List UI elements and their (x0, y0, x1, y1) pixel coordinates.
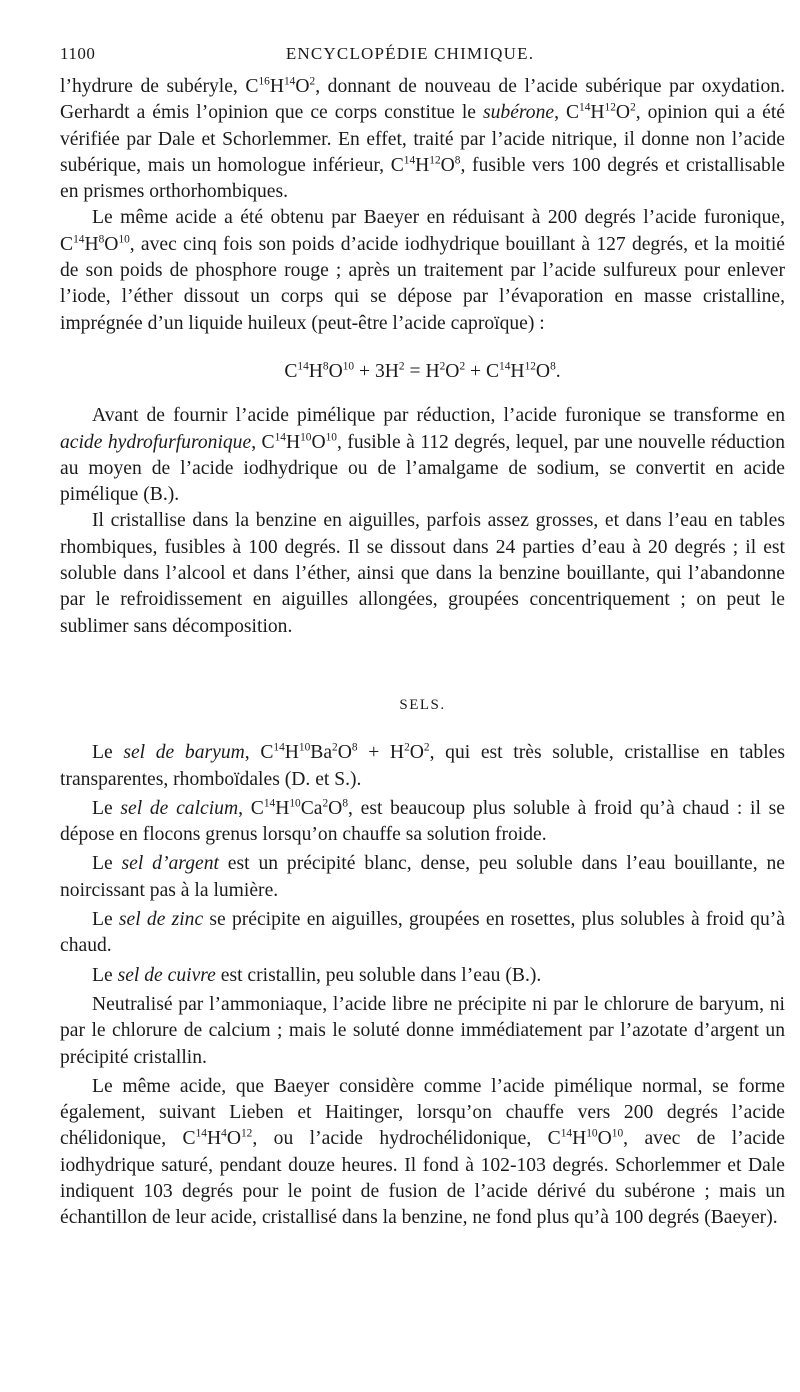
paragraph-sel-zinc: Le sel de zinc se précipite en aiguilles, groupées en rosettes, plus solubles à froid qu’à chaud. (60, 909, 785, 957)
page-body (60, 74, 785, 1232)
paragraph-sel-argent: Le sel d’argent est un précipité blanc, dense, peu soluble dans l’eau bouillante, ne noircissant pas à la lumière. (60, 853, 785, 901)
running-title: ENCYCLOPÉDIE CHIMIQUE. (285, 44, 535, 63)
paragraph-sel-cuivre: Le sel de cuivre est cristallin, peu soluble dans l’eau (B.). (92, 964, 542, 986)
paragraph-3: Avant de fournir l’acide pimélique par réduction, l’acide furonique se transforme en acide hydrofurfuronique, $C^{14}H^{10}O^{10}$, fusible à 112 degrés, lequel, par une nouvelle réduction au moyen de l’acide iodhydrique ou de l’amalgame de sodium, se convertit en acide pimélique (B.). (60, 405, 785, 506)
page-number: 1100 (60, 44, 96, 63)
paragraph-sel-calcium: Le sel de calcium, $C^{14}H^{10}Ca^2O^8$, est beaucoup plus soluble à froid qu’à chaud : il se dépose en flocons grenus lorsqu’on chauffe sa solution froide. (60, 797, 785, 846)
paragraph-4: Il cristallise dans la benzine en aiguilles, parfois assez grosses, et dans l’eau en tables rhombiques, fusibles à 100 degrés. Il se dissout dans 24 parties d’eau à 20 degrés ; il est soluble dans l’alcool et dans l’éther, ainsi que dans la benzine bouillante, qui l’abandonne par le refroidissement en aiguilles allongées, groupées concentriquement ; on peut le sublimer sans décomposition. (60, 510, 785, 637)
paragraph-sel-baryum: Le sel de baryum, $C^{14}H^{10}Ba^2O^8 + H^2O^2$, qui est très soluble, cristallise en tables transparentes, rhomboïdales (D. et S.). (60, 741, 785, 790)
paragraph-2: Le même acide a été obtenu par Baeyer en réduisant à 200 degrés l’acide furonique, $C^{14}H^8O^{10}$, avec cinq fois son poids d’acide iodhydrique bouillant à 127 degrés, et la moitié de son poids de phosphore rouge ; après un traitement par l’acide sulfureux pour enlever l’iode, l’éther dissout un corps qui se dépose par l’évaporation en masse cristalline, imprégnée d’un liquide huileux (peut-être l’acide caproïque) : (60, 207, 785, 334)
page-header (60, 44, 760, 70)
paragraph-baeyer: Le même acide, que Baeyer considère comme l’acide pimélique normal, se forme également, suivant Lieben et Haitinger, lorsqu’on chauffe vers 200 degrés l’acide chélidonique, $C^{14}H^4O^{12}$, ou l’acide hydrochélidonique, $C^{14}H^{10}O^{10}$, avec de l’acide iodhydrique saturé, pendant douze heures. Il fond à 102-103 degrés. Schorlemmer et Dale indiquent 103 degrés pour le point de fusion de l’acide dérivé du subérone ; mais un échantillon de leur acide, cristallisé dans la benzine, ne fond plus qu’à 100 degrés (Baeyer). (60, 1075, 785, 1229)
paragraph-neutralise: Neutralisé par l’ammoniaque, l’acide libre ne précipite ni par le chlorure de baryum, ni par le chlorure de calcium ; mais le soluté donne immédiatement par l’azotate d’argent un précipité cristallin. (60, 993, 785, 1068)
paragraph-1: l’hydrure de subéryle, $C^{16}H^{14}O^2$, donnant de nouveau de l’acide subérique par oxydation. Gerhardt a émis l’opinion que ce corps constitue le subérone, $C^{14}H^{12}O^2$, opinion qui a été vérifiée par Dale et Schorlemmer. En effet, traité par l’acide nitrique, il donne non l’acide subérique, mais un homologue inférieur, $C^{14}H^{12}O^8$, fusible vers 100 degrés et cristallisable en prismes orthorhombiques. (60, 75, 785, 203)
chemical-equation: $C^{14}H^8O^{10} + 3H^2 = H^2O^2 + C^{14}H^{12}O^8$. (284, 360, 561, 382)
section-title: SELS. (399, 696, 446, 713)
